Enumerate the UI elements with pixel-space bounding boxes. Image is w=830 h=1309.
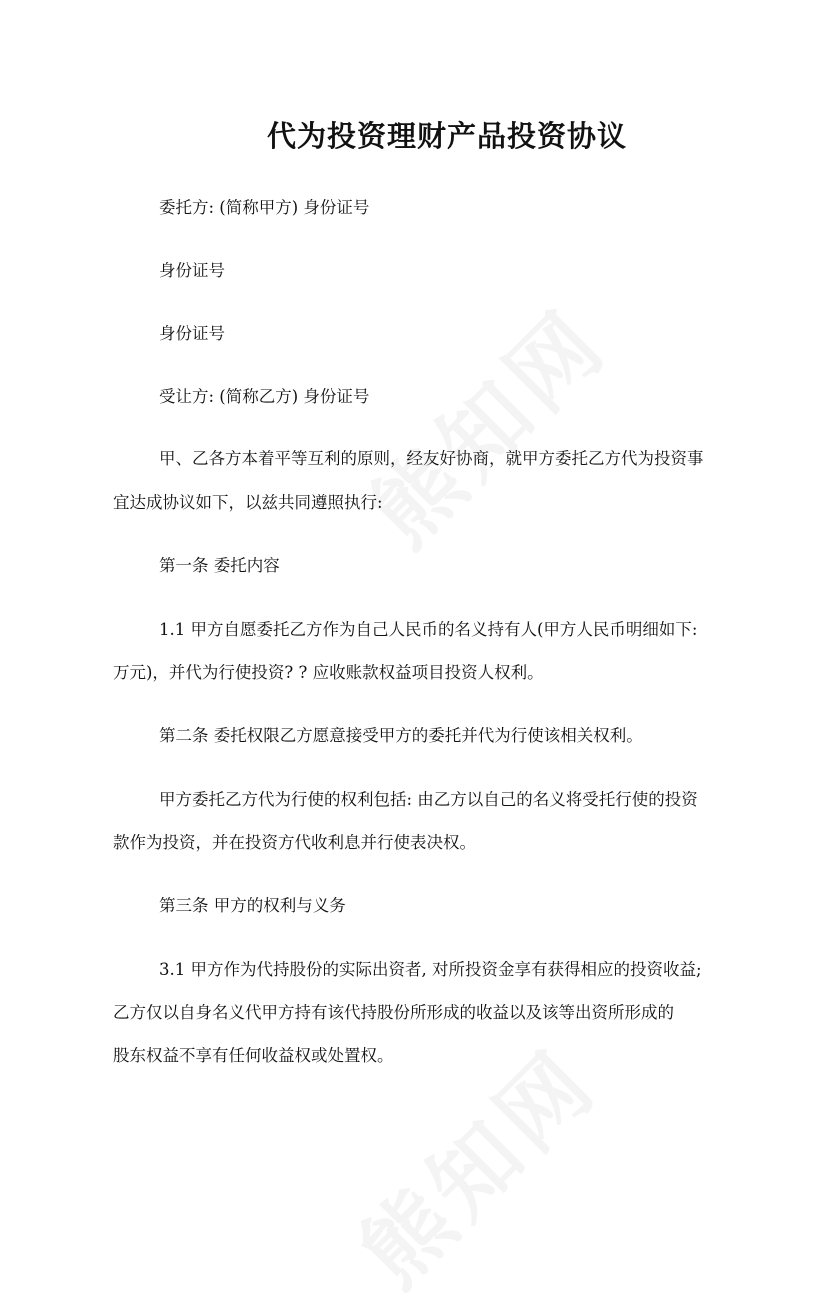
party-a-line: 委托方: (简称甲方) 身份证号 xyxy=(159,198,370,217)
paragraph-line: 乙方仅以自身名义代甲方持有该代持股份所形成的收益以及该等出资所形成的 xyxy=(113,1003,674,1022)
paragraph-line: 3.1 甲方作为代持股份的实际出资者, 对所投资金享有获得相应的投资收益; xyxy=(159,960,702,979)
article-heading: 第二条 委托权限乙方愿意接受甲方的委托并代为行使该相关权利。 xyxy=(159,726,643,745)
id-number-line: 身份证号 xyxy=(159,324,225,343)
party-b-line: 受让方: (简称乙方) 身份证号 xyxy=(159,387,370,406)
paragraph-line: 甲、乙各方本着平等互利的原则，经友好协商，就甲方委托乙方代为投资事 xyxy=(159,449,704,468)
article-heading: 第一条 委托内容 xyxy=(159,556,280,575)
id-number-line: 身份证号 xyxy=(159,261,225,280)
paragraph-line: 款作为投资，并在投资方代收利息并行使表决权。 xyxy=(113,833,476,852)
document-title: 代为投资理财产品投资协议 xyxy=(266,119,627,153)
paragraph-line: 1.1 甲方自愿委托乙方作为自己人民币的名义持有人(甲方人民币明细如下: xyxy=(159,620,698,639)
paragraph-line: 万元)，并代为行使投资? ? 应收账款权益项目投资人权利。 xyxy=(113,663,544,682)
paragraph-line: 股东权益不享有任何收益权或处置权。 xyxy=(113,1046,394,1065)
article-heading: 第三条 甲方的权利与义务 xyxy=(159,896,346,915)
paragraph-line: 甲方委托乙方代为行使的权利包括: 由乙方以自己的名义将受托行使的投资 xyxy=(159,790,698,809)
watermark xyxy=(338,277,631,570)
paragraph-line: 宜达成协议如下，以兹共同遵照执行: xyxy=(113,493,383,512)
